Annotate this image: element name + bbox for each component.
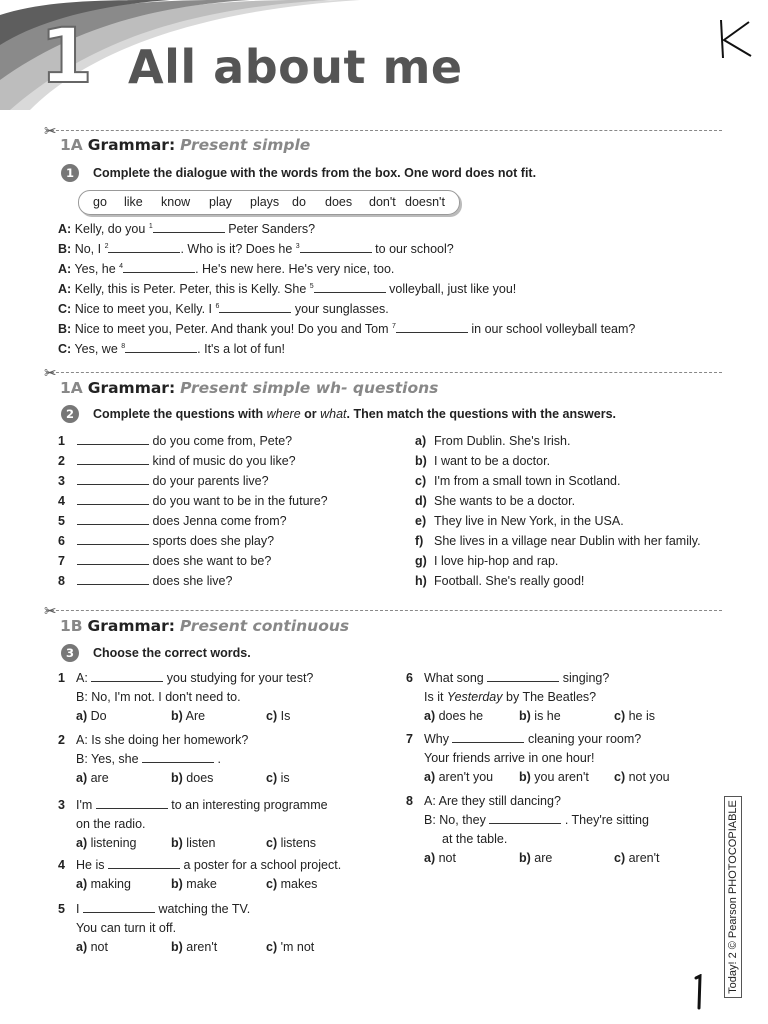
question-item [58, 514, 287, 530]
answer-blank[interactable] [77, 463, 149, 465]
answer-blank[interactable] [77, 443, 149, 445]
word-box-item: don't [369, 195, 396, 209]
question-number: 8 [58, 574, 65, 588]
answer-option[interactable]: a) are [76, 771, 109, 785]
answer-letter: h) [415, 574, 427, 588]
copyright-box [724, 796, 742, 998]
item-line: Why cleaning your room? [424, 732, 642, 746]
answer-blank[interactable] [77, 563, 149, 565]
answer-option[interactable]: a) not [76, 940, 108, 954]
question-item [58, 574, 232, 590]
answer-blank[interactable] [96, 807, 168, 809]
answer-option[interactable]: a) aren't you [424, 770, 494, 784]
speaker-label: B: [58, 242, 72, 256]
answer-letter: f) [415, 534, 424, 548]
speaker-label: A: [58, 222, 72, 236]
scissors-icon: ✂ [44, 123, 57, 140]
answer-blank[interactable] [314, 291, 386, 293]
section-header: 1B Grammar: Present continuous [60, 617, 350, 635]
answer-option[interactable]: c) makes [266, 877, 318, 891]
answer-option[interactable]: c) not you [614, 770, 670, 784]
answer-item [415, 534, 701, 550]
answer-text: Football. She's really good! [434, 574, 585, 588]
answer-option[interactable]: c) he is [614, 709, 656, 723]
question-number: 4 [58, 494, 65, 508]
answer-blank[interactable] [452, 741, 524, 743]
answer-option[interactable]: c) is [266, 771, 290, 785]
item-number: 2 [58, 733, 65, 747]
answer-text: I'm from a small town in Scotland. [434, 474, 621, 488]
answer-item [415, 494, 575, 510]
answer-option[interactable]: c) listens [266, 836, 317, 850]
question-text: sports does she play? [152, 534, 275, 548]
answer-blank[interactable] [83, 911, 155, 913]
item-number: 3 [58, 798, 65, 812]
answer-item [415, 474, 620, 490]
answer-blank[interactable] [77, 483, 149, 485]
answer-item [415, 574, 584, 590]
section-header: 1A Grammar: Present simple wh- questions [60, 379, 439, 397]
question-text: kind of music do you like? [152, 454, 296, 468]
question-text: does Jenna come from? [152, 514, 287, 528]
answer-item [415, 434, 570, 450]
answer-blank[interactable] [142, 761, 214, 763]
question-number: 7 [58, 554, 65, 568]
question-number: 6 [58, 534, 65, 548]
question-number: 3 [58, 474, 65, 488]
answer-blank[interactable] [77, 503, 149, 505]
word-box [78, 190, 460, 215]
item-line: What song singing? [424, 671, 610, 685]
answer-text: From Dublin. She's Irish. [434, 434, 571, 448]
answer-option[interactable]: a) making [76, 877, 131, 891]
answer-letter: d) [415, 494, 427, 508]
item-line: A: you studying for your test? [76, 671, 314, 685]
exercise-number-badge: 1 [61, 164, 79, 182]
dialogue-line: A: Kelly, this is Peter. Peter, this is Kelly. She $^5$ volleyball, just like you! [58, 282, 517, 296]
answer-option[interactable]: a) does he [424, 709, 484, 723]
copyright-text: Today! 2 © Pearson PHOTOCOPIABLE [727, 800, 739, 994]
word-box-item: know [161, 195, 191, 209]
answer-option[interactable]: b) listen [171, 836, 216, 850]
answer-option[interactable]: b) make [171, 877, 217, 891]
cut-line [46, 130, 722, 131]
unit-title: All about me [128, 40, 463, 94]
exercise-instruction: Complete the dialogue with the words from the box. One word does not fit. [93, 166, 537, 180]
word-box-item: do [292, 195, 306, 209]
answer-item [415, 514, 624, 530]
speaker-label: A: [58, 262, 72, 276]
answer-option[interactable]: b) aren't [171, 940, 218, 954]
answer-blank[interactable] [300, 251, 372, 253]
item-line: B: Yes, she . [76, 752, 222, 766]
dialogue-line: C: Nice to meet you, Kelly. I $^6$ your sunglasses. [58, 302, 389, 316]
exercise-instruction: Choose the correct words. [93, 646, 251, 660]
cut-line [46, 610, 722, 611]
question-item [58, 494, 328, 510]
item-line: on the radio. [76, 817, 146, 831]
question-text: do you come from, Pete? [152, 434, 293, 448]
scissors-icon: ✂ [44, 365, 57, 382]
scissors-icon: ✂ [44, 603, 57, 620]
speaker-label: C: [58, 302, 72, 316]
question-text: does she want to be? [152, 554, 272, 568]
answer-option[interactable]: a) Do [76, 709, 107, 723]
answer-item [415, 554, 558, 570]
answer-blank[interactable] [77, 543, 149, 545]
answer-blank[interactable] [77, 583, 149, 585]
section-header: 1A Grammar: Present simple [60, 136, 311, 154]
dialogue-line: C: Yes, we $^8$ . It's a lot of fun! [58, 342, 286, 356]
question-item [58, 434, 292, 450]
handwritten-page-mark [688, 974, 708, 1010]
question-item [58, 554, 271, 570]
answer-blank[interactable] [125, 351, 197, 353]
dialogue-line: A: Kelly, do you $^1$ Peter Sanders? [58, 222, 316, 236]
question-item [58, 474, 269, 490]
speaker-label: B: [58, 322, 72, 336]
exercise-number-badge: 3 [61, 644, 79, 662]
question-text: does she live? [152, 574, 233, 588]
answer-letter: a) [415, 434, 427, 448]
dialogue-line: A: Yes, he $^4$ . He's new here. He's very nice, too. [58, 262, 395, 276]
answer-option[interactable]: c) Is [266, 709, 291, 723]
answer-letter: c) [415, 474, 427, 488]
answer-option[interactable]: b) Are [171, 709, 206, 723]
question-item [58, 454, 296, 470]
answer-text: She lives in a village near Dublin with her family. [434, 534, 701, 548]
question-number: 2 [58, 454, 65, 468]
answer-blank[interactable] [77, 523, 149, 525]
cut-line [46, 372, 722, 373]
answer-option[interactable]: c) 'm not [266, 940, 315, 954]
answer-item [415, 454, 550, 470]
item-line: You can turn it off. [76, 921, 177, 935]
answer-option[interactable]: b) are [519, 851, 553, 865]
item-line: A: Is she doing her homework? [76, 733, 249, 747]
item-number: 5 [58, 902, 65, 916]
item-number: 4 [58, 858, 65, 872]
item-line: at the table. [442, 832, 508, 846]
answer-blank[interactable] [91, 680, 163, 682]
word-box-item: plays [250, 195, 280, 209]
word-box-item: doesn't [405, 195, 445, 209]
answer-option[interactable]: b) is he [519, 709, 561, 723]
speaker-label: A: [58, 282, 72, 296]
item-line: He is a poster for a school project. [76, 858, 342, 872]
item-line: I'm to an interesting programme [76, 798, 328, 812]
answer-text: I want to be a doctor. [434, 454, 551, 468]
item-line: B: No, they . They're sitting [424, 813, 649, 827]
answer-option[interactable]: c) aren't [614, 851, 660, 865]
answer-text: She wants to be a doctor. [434, 494, 576, 508]
dialogue-line: B: Nice to meet you, Peter. And thank you! Do you and Tom $^7$ in our school volleyball team? [58, 322, 636, 336]
answer-letter: g) [415, 554, 427, 568]
answer-blank[interactable] [108, 867, 180, 869]
answer-blank[interactable] [489, 822, 561, 824]
answer-text: I love hip-hop and rap. [434, 554, 559, 568]
item-number: 1 [58, 671, 65, 685]
item-number: 7 [406, 732, 413, 746]
answer-option[interactable]: a) listening [76, 836, 137, 850]
answer-blank[interactable] [108, 251, 180, 253]
item-number: 6 [406, 671, 413, 685]
word-box-item: go [93, 195, 107, 209]
word-box-item: like [124, 195, 143, 209]
item-line: I watching the TV. [76, 902, 251, 916]
answer-blank[interactable] [219, 311, 291, 313]
answer-blank[interactable] [487, 680, 559, 682]
answer-option[interactable]: b) does [171, 771, 214, 785]
answer-option[interactable]: b) you aren't [519, 770, 589, 784]
answer-letter: e) [415, 514, 427, 528]
speaker-label: C: [58, 342, 72, 356]
handwritten-k-mark [715, 16, 755, 60]
item-line: B: No, I'm not. I don't need to. [76, 690, 241, 704]
exercise-number-badge: 2 [61, 405, 79, 423]
word-box-item: play [209, 195, 232, 209]
item-line: A: Are they still dancing? [424, 794, 561, 808]
answer-blank[interactable] [396, 331, 468, 333]
question-item [58, 534, 274, 550]
answer-text: They live in New York, in the USA. [434, 514, 624, 528]
dialogue-line: B: No, I $^2$ . Who is it? Does he $^3$ to our school? [58, 242, 454, 256]
unit-number: 1 [40, 11, 93, 100]
item-line: Is it Yesterday by The Beatles? [424, 690, 597, 704]
answer-option[interactable]: a) not [424, 851, 456, 865]
answer-blank[interactable] [153, 231, 225, 233]
item-number: 8 [406, 794, 413, 808]
question-number: 1 [58, 434, 65, 448]
question-text: do you want to be in the future? [152, 494, 328, 508]
question-number: 5 [58, 514, 65, 528]
question-text: do your parents live? [152, 474, 269, 488]
answer-letter: b) [415, 454, 427, 468]
exercise-instruction: Complete the questions with where or what. Then match the questions with the answers. [93, 407, 617, 421]
answer-blank[interactable] [123, 271, 195, 273]
word-box-item: does [325, 195, 353, 209]
item-line: Your friends arrive in one hour! [424, 751, 595, 765]
